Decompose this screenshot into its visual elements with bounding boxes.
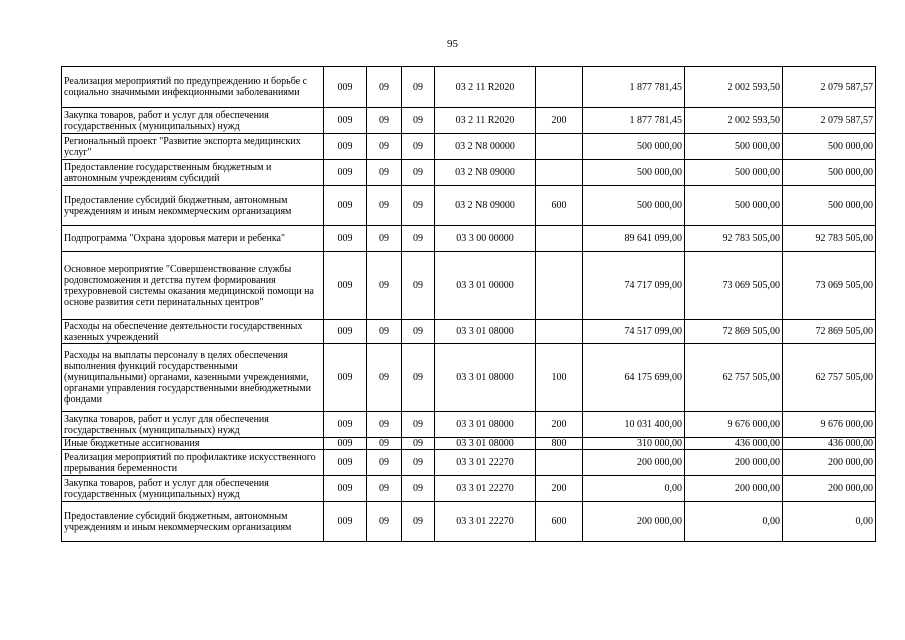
- subsection-code: 09: [402, 226, 435, 252]
- target-article-code: 03 2 11 R2020: [435, 108, 536, 134]
- amount-year-3: 200 000,00: [783, 476, 876, 502]
- section-code: 09: [367, 450, 402, 476]
- table-row: [62, 108, 876, 134]
- item-name: Иные бюджетные ассигнования: [62, 438, 324, 450]
- page-number: 95: [447, 38, 458, 50]
- expense-type-code: [536, 252, 583, 320]
- item-name: Основное мероприятие "Совершенствование службы родовспоможения и детства путем формирования трехуровневой системы оказания медицинской помощи на основе развития сети перинатальных центров": [62, 252, 324, 320]
- table-row: [62, 320, 876, 344]
- amount-year-1: 64 175 699,00: [583, 344, 685, 412]
- table-row: [62, 252, 876, 320]
- expense-type-code: 200: [536, 412, 583, 438]
- expense-type-code: 200: [536, 476, 583, 502]
- ministry-code: 009: [324, 134, 367, 160]
- item-name: Предоставление субсидий бюджетным, автономным учреждениям и иным некоммерческим организациям: [62, 502, 324, 542]
- subsection-code: 09: [402, 438, 435, 450]
- table-body: [62, 67, 876, 542]
- amount-year-3: 436 000,00: [783, 438, 876, 450]
- ministry-code: 009: [324, 186, 367, 226]
- subsection-code: 09: [402, 450, 435, 476]
- amount-year-2: 92 783 505,00: [685, 226, 783, 252]
- expense-type-code: [536, 320, 583, 344]
- section-code: 09: [367, 476, 402, 502]
- amount-year-3: 92 783 505,00: [783, 226, 876, 252]
- section-code: 09: [367, 108, 402, 134]
- target-article-code: 03 2 N8 09000: [435, 160, 536, 186]
- amount-year-1: 1 877 781,45: [583, 67, 685, 108]
- subsection-code: 09: [402, 344, 435, 412]
- target-article-code: 03 3 01 22270: [435, 450, 536, 476]
- amount-year-3: 62 757 505,00: [783, 344, 876, 412]
- target-article-code: 03 3 01 22270: [435, 502, 536, 542]
- section-code: 09: [367, 226, 402, 252]
- table-row: [62, 438, 876, 450]
- expense-type-code: 800: [536, 438, 583, 450]
- target-article-code: 03 3 01 22270: [435, 476, 536, 502]
- target-article-code: 03 2 N8 00000: [435, 134, 536, 160]
- expense-type-code: [536, 226, 583, 252]
- table-row: [62, 502, 876, 542]
- item-name: Закупка товаров, работ и услуг для обеспечения государственных (муниципальных) нужд: [62, 108, 324, 134]
- subsection-code: 09: [402, 134, 435, 160]
- ministry-code: 009: [324, 450, 367, 476]
- subsection-code: 09: [402, 412, 435, 438]
- target-article-code: 03 3 01 08000: [435, 438, 536, 450]
- expense-type-code: 600: [536, 186, 583, 226]
- expense-type-code: [536, 67, 583, 108]
- section-code: 09: [367, 502, 402, 542]
- item-name: Предоставление государственным бюджетным и автономным учреждениям субсидий: [62, 160, 324, 186]
- item-name: Расходы на выплаты персоналу в целях обеспечения выполнения функций государственными (муниципальными) органами, казенными учреждениями, органами управления государственными внебюджетными фондами: [62, 344, 324, 412]
- target-article-code: 03 2 N8 09000: [435, 186, 536, 226]
- ministry-code: 009: [324, 252, 367, 320]
- item-name: Реализация мероприятий по профилактике искусственного прерывания беременности: [62, 450, 324, 476]
- table-row: [62, 344, 876, 412]
- ministry-code: 009: [324, 502, 367, 542]
- amount-year-1: 10 031 400,00: [583, 412, 685, 438]
- item-name: Региональный проект "Развитие экспорта медицинских услуг": [62, 134, 324, 160]
- expense-type-code: [536, 134, 583, 160]
- section-code: 09: [367, 252, 402, 320]
- budget-table: [61, 66, 876, 542]
- subsection-code: 09: [402, 108, 435, 134]
- amount-year-3: 500 000,00: [783, 160, 876, 186]
- amount-year-2: 500 000,00: [685, 160, 783, 186]
- section-code: 09: [367, 186, 402, 226]
- expense-type-code: 600: [536, 502, 583, 542]
- amount-year-3: 500 000,00: [783, 134, 876, 160]
- amount-year-2: 200 000,00: [685, 450, 783, 476]
- ministry-code: 009: [324, 160, 367, 186]
- ministry-code: 009: [324, 344, 367, 412]
- ministry-code: 009: [324, 320, 367, 344]
- amount-year-1: 74 517 099,00: [583, 320, 685, 344]
- section-code: 09: [367, 160, 402, 186]
- amount-year-1: 200 000,00: [583, 502, 685, 542]
- amount-year-2: 0,00: [685, 502, 783, 542]
- section-code: 09: [367, 412, 402, 438]
- amount-year-1: 500 000,00: [583, 186, 685, 226]
- table-row: [62, 67, 876, 108]
- amount-year-3: 9 676 000,00: [783, 412, 876, 438]
- item-name: Закупка товаров, работ и услуг для обеспечения государственных (муниципальных) нужд: [62, 476, 324, 502]
- table-row: [62, 186, 876, 226]
- amount-year-2: 62 757 505,00: [685, 344, 783, 412]
- subsection-code: 09: [402, 476, 435, 502]
- table-row: [62, 476, 876, 502]
- subsection-code: 09: [402, 186, 435, 226]
- amount-year-2: 436 000,00: [685, 438, 783, 450]
- amount-year-2: 500 000,00: [685, 134, 783, 160]
- ministry-code: 009: [324, 476, 367, 502]
- item-name: Предоставление субсидий бюджетным, автономным учреждениям и иным некоммерческим организациям: [62, 186, 324, 226]
- amount-year-3: 0,00: [783, 502, 876, 542]
- ministry-code: 009: [324, 412, 367, 438]
- section-code: 09: [367, 134, 402, 160]
- table-row: [62, 412, 876, 438]
- subsection-code: 09: [402, 160, 435, 186]
- amount-year-2: 2 002 593,50: [685, 67, 783, 108]
- target-article-code: 03 3 01 08000: [435, 320, 536, 344]
- target-article-code: 03 3 01 08000: [435, 344, 536, 412]
- table-row: [62, 160, 876, 186]
- amount-year-2: 200 000,00: [685, 476, 783, 502]
- amount-year-3: 200 000,00: [783, 450, 876, 476]
- table-row: [62, 226, 876, 252]
- amount-year-2: 9 676 000,00: [685, 412, 783, 438]
- target-article-code: 03 3 01 08000: [435, 412, 536, 438]
- amount-year-1: 1 877 781,45: [583, 108, 685, 134]
- item-name: Подпрограмма "Охрана здоровья матери и ребенка": [62, 226, 324, 252]
- section-code: 09: [367, 67, 402, 108]
- ministry-code: 009: [324, 67, 367, 108]
- ministry-code: 009: [324, 226, 367, 252]
- expense-type-code: 100: [536, 344, 583, 412]
- amount-year-3: 2 079 587,57: [783, 67, 876, 108]
- expense-type-code: [536, 450, 583, 476]
- amount-year-2: 500 000,00: [685, 186, 783, 226]
- subsection-code: 09: [402, 67, 435, 108]
- table-row: [62, 134, 876, 160]
- target-article-code: 03 3 00 00000: [435, 226, 536, 252]
- amount-year-1: 89 641 099,00: [583, 226, 685, 252]
- expense-type-code: 200: [536, 108, 583, 134]
- ministry-code: 009: [324, 108, 367, 134]
- section-code: 09: [367, 320, 402, 344]
- amount-year-2: 2 002 593,50: [685, 108, 783, 134]
- item-name: Реализация мероприятий по предупреждению и борьбе с социально значимыми инфекционными заболеваниями: [62, 67, 324, 108]
- amount-year-3: 500 000,00: [783, 186, 876, 226]
- amount-year-3: 72 869 505,00: [783, 320, 876, 344]
- amount-year-2: 73 069 505,00: [685, 252, 783, 320]
- amount-year-1: 500 000,00: [583, 134, 685, 160]
- subsection-code: 09: [402, 252, 435, 320]
- amount-year-2: 72 869 505,00: [685, 320, 783, 344]
- item-name: Закупка товаров, работ и услуг для обеспечения государственных (муниципальных) нужд: [62, 412, 324, 438]
- amount-year-1: 310 000,00: [583, 438, 685, 450]
- amount-year-1: 200 000,00: [583, 450, 685, 476]
- ministry-code: 009: [324, 438, 367, 450]
- subsection-code: 09: [402, 320, 435, 344]
- target-article-code: 03 3 01 00000: [435, 252, 536, 320]
- amount-year-3: 73 069 505,00: [783, 252, 876, 320]
- item-name: Расходы на обеспечение деятельности государственных казенных учреждений: [62, 320, 324, 344]
- amount-year-3: 2 079 587,57: [783, 108, 876, 134]
- amount-year-1: 500 000,00: [583, 160, 685, 186]
- amount-year-1: 0,00: [583, 476, 685, 502]
- expense-type-code: [536, 160, 583, 186]
- amount-year-1: 74 717 099,00: [583, 252, 685, 320]
- target-article-code: 03 2 11 R2020: [435, 67, 536, 108]
- subsection-code: 09: [402, 502, 435, 542]
- section-code: 09: [367, 344, 402, 412]
- section-code: 09: [367, 438, 402, 450]
- table-row: [62, 450, 876, 476]
